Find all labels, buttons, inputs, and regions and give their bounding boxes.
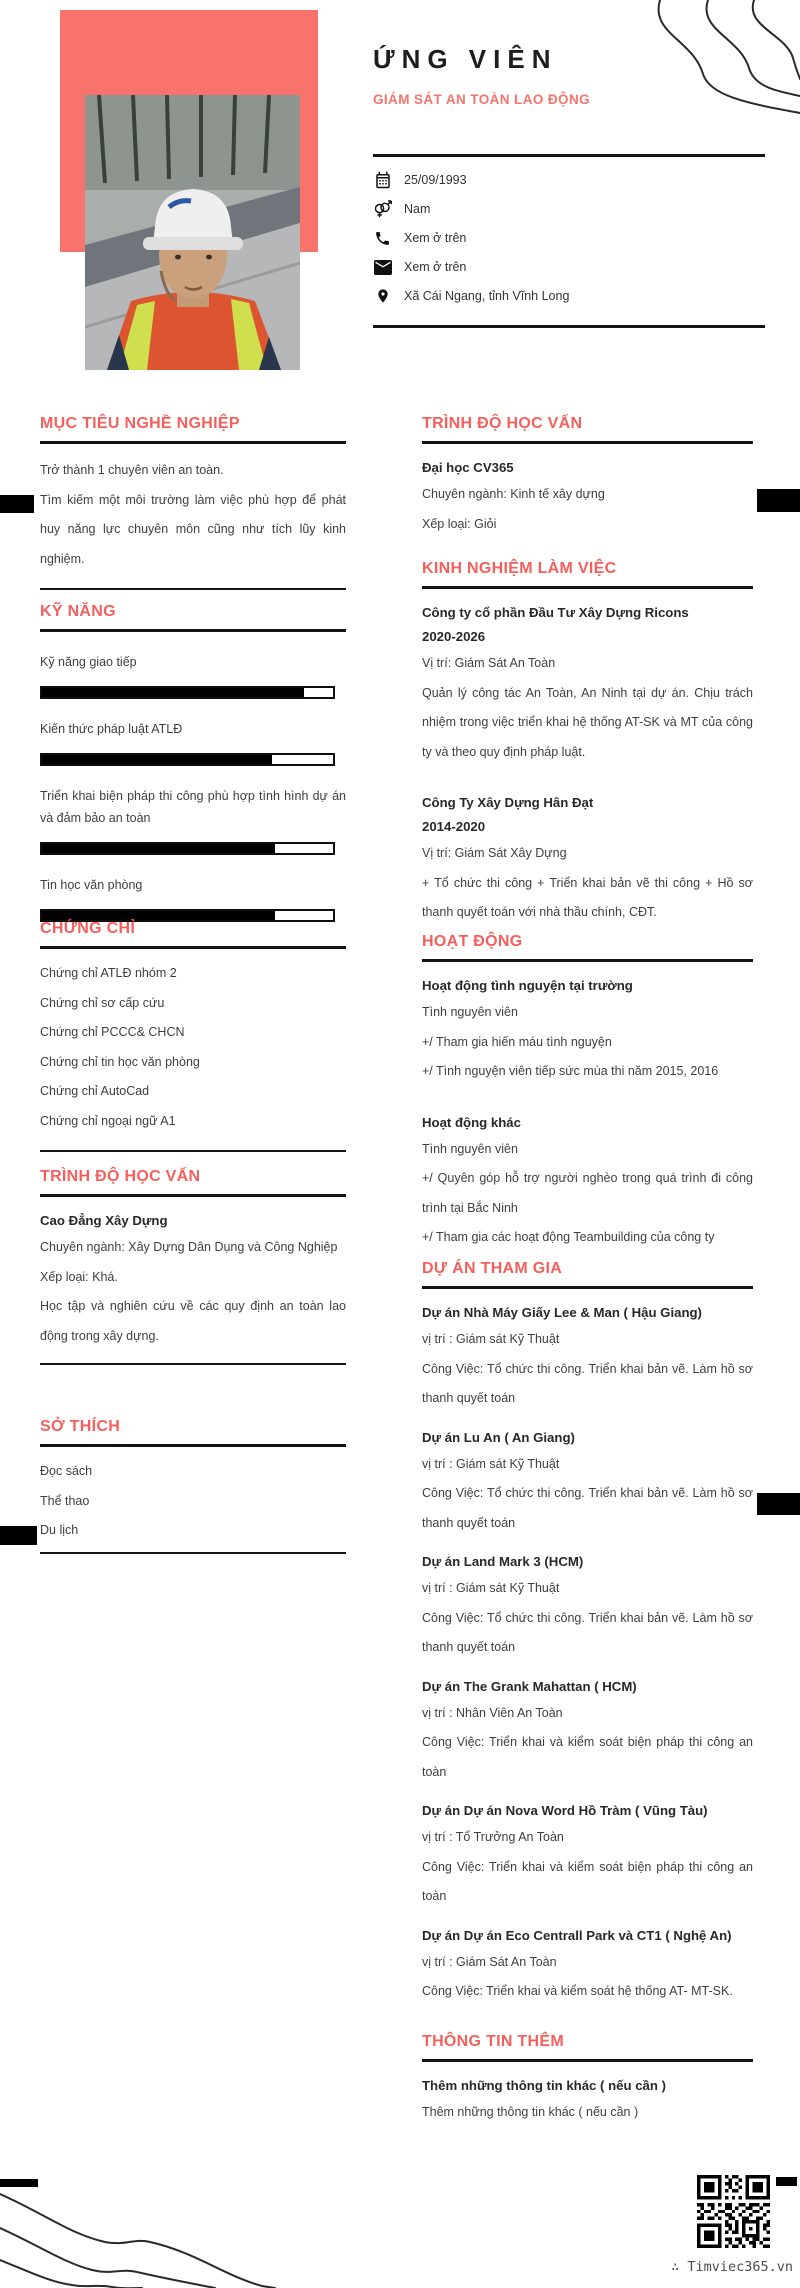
worker-photo-illustration <box>85 95 300 370</box>
header-divider-bottom <box>373 325 765 328</box>
certificate-item: Chứng chỉ ATLĐ nhóm 2 <box>40 966 177 980</box>
section-heading: THÔNG TIN THÊM <box>422 2033 753 2062</box>
edge-mark-left-1 <box>0 495 34 513</box>
project-item <box>422 1675 753 1788</box>
contact-text: 25/09/1993 <box>404 173 467 187</box>
job-position: Vị trí: Giám Sát Xây Dựng <box>422 846 567 860</box>
contact-email <box>373 257 765 277</box>
gender-icon <box>373 200 392 219</box>
activity-line: +/ Tình nguyện viên tiếp sức mùa thi năm 2015, 2016 <box>422 1064 719 1078</box>
project-item <box>422 1799 753 1912</box>
skill-label: Triển khai biện pháp thi công phù hợp tình hình dự án và đảm bảo an toàn <box>40 789 346 825</box>
job-period: 2020-2026 <box>422 629 486 644</box>
header-divider-top <box>373 154 765 157</box>
activity-group <box>422 1111 753 1253</box>
section-heading: TRÌNH ĐỘ HỌC VẤN <box>40 1168 346 1197</box>
corner-squiggle-bottom-left <box>0 2190 350 2288</box>
job-position: Vị trí: Giám Sát An Toàn <box>422 656 556 670</box>
project-title: Dự án Lu An ( An Giang) <box>422 1429 575 1445</box>
skill-bar-fill <box>42 688 304 697</box>
section-more-info <box>422 2033 753 2128</box>
contact-list <box>373 170 765 306</box>
project-item <box>422 1301 753 1414</box>
project-position: vị trí : Giám sát Kỹ Thuật <box>422 1332 560 1346</box>
skill-bar <box>40 842 335 855</box>
activity-title: Hoạt động khác <box>422 1114 521 1130</box>
location-pin-icon <box>373 287 392 306</box>
activity-line: +/ Quyên góp hỗ trợ người nghèo trong quá trình đi công trình tại Bắc Ninh <box>422 1171 753 1215</box>
section-heading: DỰ ÁN THAM GIA <box>422 1260 753 1289</box>
project-work: Công Việc: Triển khai và kiểm soát hệ thống AT- MT-SK. <box>422 1984 733 1998</box>
skill-item <box>40 785 346 855</box>
contact-text: Xem ở trên <box>404 231 467 245</box>
hobby-item: Du lịch <box>40 1523 79 1537</box>
skill-item <box>40 874 346 922</box>
skill-label: Tin học văn phòng <box>40 878 143 892</box>
contact-phone <box>373 228 765 248</box>
project-item <box>422 1426 753 1539</box>
calendar-icon <box>373 171 392 190</box>
school-name: Cao Đẳng Xây Dựng <box>40 1213 168 1228</box>
section-heading: CHỨNG CHỈ <box>40 920 346 949</box>
edge-mark-right-2 <box>757 1493 800 1515</box>
section-projects <box>422 1260 753 2007</box>
contact-birthday <box>373 170 765 190</box>
skill-label: Kỹ năng giao tiếp <box>40 655 137 669</box>
edge-mark-left-2 <box>0 1526 37 1545</box>
certificate-item: Chứng chỉ tin học văn phòng <box>40 1054 200 1069</box>
profile-photo <box>85 95 300 370</box>
job-item <box>422 601 753 767</box>
corner-squiggle-top-right <box>650 0 800 125</box>
project-title: Dự án Dự án Eco Centrall Park và CT1 ( Nghệ An) <box>422 1927 732 1943</box>
job-description: Quản lý công tác An Toàn, An Ninh tại dự án. Chịu trách nhiệm trong việc triển khai hệ thống AT-SK và MT của công ty và theo quy định pháp luật. <box>422 685 753 759</box>
section-activities <box>422 933 753 1253</box>
contact-text: Xem ở trên <box>404 260 467 274</box>
project-position: vị trí : Nhân Viên An Toàn <box>422 1705 563 1720</box>
section-heading: MỤC TIÊU NGHỀ NGHIỆP <box>40 415 346 444</box>
project-title: Dự án Dự án Nova Word Hồ Tràm ( Vũng Tàu) <box>422 1803 708 1818</box>
activity-line: +/ Tham gia các hoạt động Teambuilding của công ty <box>422 1230 715 1244</box>
candidate-name: ỨNG VIÊN <box>373 44 558 74</box>
project-position: vị trí : Giám Sát An Toàn <box>422 1954 557 1969</box>
section-education-right <box>422 415 753 539</box>
edge-mark-bottom-left <box>0 2179 38 2187</box>
section-experience <box>422 560 753 928</box>
skill-bar <box>40 753 335 766</box>
phone-icon <box>373 229 392 248</box>
project-work: Công Việc: Triển khai và kiểm soát biện pháp thi công an toàn <box>422 1859 753 1903</box>
section-heading: KINH NGHIỆM LÀM VIỆC <box>422 560 753 589</box>
contact-text: Xã Cái Ngang, tỉnh Vĩnh Long <box>404 289 570 303</box>
section-heading: HOẠT ĐỘNG <box>422 933 753 962</box>
activity-title: Hoạt động tình nguyện tại trường <box>422 978 633 993</box>
section-heading: KỸ NĂNG <box>40 603 346 632</box>
section-certificates <box>40 920 346 1152</box>
skill-label: Kiến thức pháp luật ATLĐ <box>40 722 183 736</box>
project-work: Công Việc: Tổ chức thi công. Triển khai bản vẽ. Làm hồ sơ thanh quyết toán <box>422 1610 753 1654</box>
education-line: Học tập và nghiên cứu về các quy định an toàn lao động trong xây dựng. <box>40 1299 346 1343</box>
skill-item <box>40 651 346 699</box>
job-period: 2014-2020 <box>422 819 486 834</box>
education-line: Chuyên ngành: Xây Dựng Dân Dụng và Công Nghiệp <box>40 1240 338 1254</box>
skill-bar-fill <box>42 755 272 764</box>
brand-watermark: ∴ Timviec365.vn <box>671 2259 793 2275</box>
activity-line: Tình nguyên viên <box>422 1141 518 1156</box>
more-info-line: Thêm những thông tin khác ( nếu cần ) <box>422 2105 639 2119</box>
certificate-item: Chứng chỉ ngoại ngữ A1 <box>40 1113 176 1128</box>
activity-line: Tình nguyên viên <box>422 1005 518 1019</box>
project-item <box>422 1550 753 1663</box>
activity-group <box>422 974 753 1087</box>
school-name: Đại học CV365 <box>422 460 514 475</box>
job-item <box>422 791 753 928</box>
candidate-job-title: GIÁM SÁT AN TOÀN LAO ĐỘNG <box>373 92 590 107</box>
company-name: Công Ty Xây Dựng Hân Đạt <box>422 795 594 810</box>
email-icon <box>373 258 392 277</box>
education-line: Xếp loại: Giỏi <box>422 516 497 531</box>
project-title: Dự án Nhà Máy Giấy Lee & Man ( Hậu Giang) <box>422 1305 702 1320</box>
project-work: Công Việc: Triển khai và kiểm soát biện pháp thi công an toàn <box>422 1735 753 1779</box>
section-objective <box>40 415 346 590</box>
certificate-item: Chứng chỉ sơ cấp cứu <box>40 995 165 1010</box>
contact-text: Nam <box>404 202 431 216</box>
project-position: vị trí : Giám sát Kỹ Thuật <box>422 1581 560 1595</box>
company-name: Công ty cổ phần Đầu Tư Xây Dựng Ricons <box>422 605 689 620</box>
project-title: Dự án The Grank Mahattan ( HCM) <box>422 1678 637 1694</box>
contact-gender <box>373 199 765 219</box>
section-heading: TRÌNH ĐỘ HỌC VẤN <box>422 415 753 444</box>
job-description: + Tổ chức thi công + Triển khai bản vẽ thi công + Hồ sơ thanh quyết toán với nhà thầu chính, CĐT. <box>422 875 753 919</box>
skill-bar-fill <box>42 911 275 920</box>
hobby-item: Đọc sách <box>40 1464 93 1478</box>
project-work: Công Việc: Tổ chức thi công. Triển khai bản vẽ. Làm hồ sơ thanh quyết toán <box>422 1486 753 1530</box>
objective-paragraph: Tìm kiếm một môi trường làm việc phù hợp để phát huy năng lực chuyên môn cũng như tích lũy kinh nghiệm. <box>40 492 346 566</box>
section-education-left <box>40 1168 346 1365</box>
section-hobbies <box>40 1418 346 1554</box>
skill-bar-fill <box>42 844 275 853</box>
more-info-title: Thêm những thông tin khác ( nếu cần ) <box>422 2078 666 2093</box>
section-heading: SỞ THÍCH <box>40 1418 346 1447</box>
objective-line: Trở thành 1 chuyên viên an toàn. <box>40 463 224 477</box>
hobby-item: Thể thao <box>40 1493 90 1508</box>
qr-code <box>697 2175 770 2248</box>
activity-line: +/ Tham gia hiến máu tình nguyện <box>422 1034 612 1049</box>
edge-mark-qr <box>776 2177 797 2186</box>
contact-address <box>373 286 765 306</box>
skill-bar <box>40 686 335 699</box>
education-line: Chuyên ngành: Kinh tế xây dựng <box>422 487 605 501</box>
education-line: Xếp loại: Khá. <box>40 1269 118 1284</box>
edge-mark-right-1 <box>757 489 800 512</box>
project-item <box>422 1924 753 2007</box>
certificate-item: Chứng chỉ PCCC& CHCN <box>40 1025 185 1039</box>
certificate-item: Chứng chỉ AutoCad <box>40 1084 150 1098</box>
project-position: vị trí : Giám sát Kỹ Thuật <box>422 1456 560 1471</box>
skill-item <box>40 718 346 766</box>
project-position: vị trí : Tổ Trưởng An Toàn <box>422 1830 564 1844</box>
project-title: Dự án Land Mark 3 (HCM) <box>422 1554 584 1569</box>
section-skills <box>40 603 346 922</box>
project-work: Công Việc: Tổ chức thi công. Triển khai bản vẽ. Làm hồ sơ thanh quyết toán <box>422 1361 753 1405</box>
